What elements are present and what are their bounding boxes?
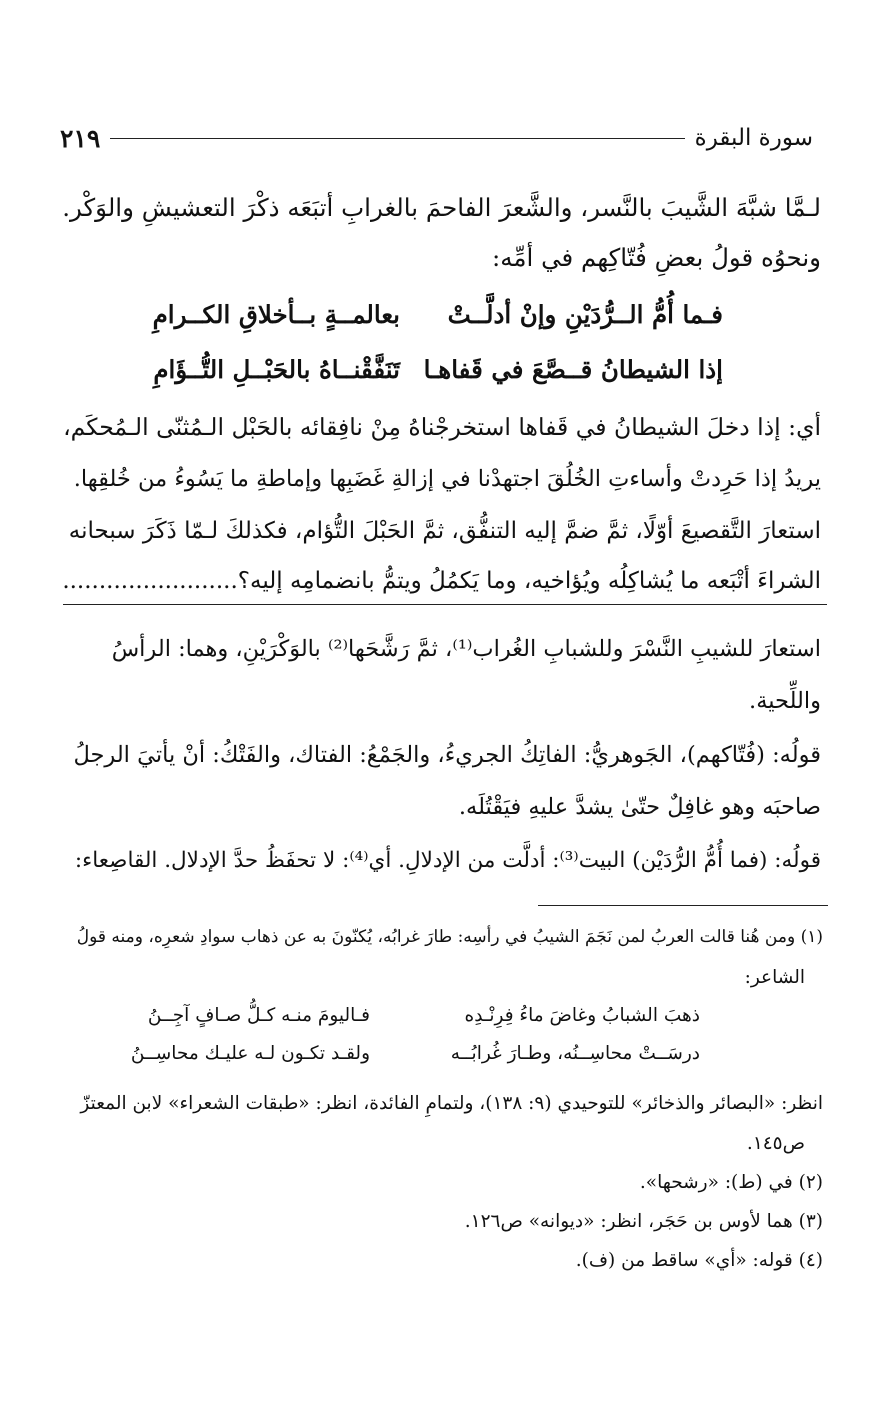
commentary-line: استعارَ للشيبِ النَّسْرَ وللشبابِ الغُراب⁽¹⁾، ثمَّ رَشَّحَها⁽²⁾ بالوَكْرَيْنِ، وهما: الرأسُ [111,636,821,662]
footnote-verse-right: درسَــتْ محاسِــنُه، وطـارَ غُرابُــه [450,1043,700,1064]
main-text-line: يريدُ إذا حَرِدتْ وأساءتِ الخُلُقَ اجتهدْنا في إزالةِ غَضَبِها وإماطةِ ما يَسُوءُ من خُلقِها. [73,466,821,492]
footnote-4: (٤) قوله: «أي» ساقط من (ف). [575,1250,823,1271]
footnote-line: الشاعر: [744,967,805,988]
section-separator [63,604,827,605]
main-text-line: ونحوُه قولُ بعضِ فُتّاكِهم في أمِّه: [491,243,821,272]
footnote-3: (٣) هما لأوس بن حَجَر، انظر: «ديوانه» ص١٢٦. [464,1211,823,1232]
commentary-line: قولُه: (فُتّاكهم)، الجَوهريُّ: الفاتِكُ الجريءُ، والجَمْعُ: الفتاك، والفَتْكُ: أنْ يأتيَ الرجلُ [73,742,821,768]
footnote-line: انظر: «البصائر والذخائر» للتوحيدي (٩: ١٣٨)، ولتمامِ الفائدة، انظر: «طبقات الشعراء» لابن المعتزّ [80,1093,823,1114]
commentary-line: صاحبَه وهو غافِلٌ حتّىٰ يشدَّ عليهِ فيَقْتُلَه. [458,794,821,820]
footnote-separator [538,905,828,906]
verse-right-hemistich: إذا الشيطانُ قــصَّعَ في قَفاهـا [423,355,723,384]
page-number: ٢١٩ [60,123,101,153]
footnote-line: ص١٤٥. [746,1133,805,1154]
main-text-line: لـمَّا شبَّهَ الشَّيبَ بالنَّسر، والشَّعرَ الفاحمَ بالغرابِ أتبَعَه ذكْرَ التعشيشِ والوَكْر. [62,193,821,222]
running-header [60,118,813,158]
footnote-2: (٢) في (ط): «رشحها». [639,1172,823,1193]
header-rule [110,138,684,139]
main-text-line: استعارَ التَّقصيعَ أوّلًا، ثمَّ ضمَّ إليه التنفُّق، ثمَّ الحَبْلَ التُّؤام، فكذلكَ لـمّا ذَكَرَ سبحانه [68,518,821,544]
verse-right-hemistich: فـما أُمُّ الــرُّدَيْنِ وإنْ أدلَّــتْ [447,300,723,329]
main-text-line: الشراءَ أتْبَعه ما يُشاكِلُه ويُؤاخيه، وما يَكمُلُ ويتمُّ بانضمامِه إليه؟........................ [62,568,821,594]
commentary-line: واللِّحية. [749,688,821,714]
footnote-verse-left: ولقـد تكـون لـه عليـك محاسِــنُ [130,1043,370,1064]
surah-title: سورة البقرة [694,125,813,151]
commentary-line: قولُه: (فما أُمُّ الرُّدَيْن) البيت⁽³⁾: أدلَّت من الإدلالِ. أي⁽⁴⁾: لا تحفَظُ حدَّ الإدلال. القاصِعاء: [74,848,821,873]
main-text-line: أي: إذا دخلَ الشيطانُ في قَفاها استخرجْناهُ مِنْ نافِقائه بالحَبْل الـمُثنّى الـمُحكَم، [63,413,821,441]
footnote-verse-left: فـاليومَ منـه كـلُّ صـافٍ آجِــنُ [147,1005,370,1026]
verse-left-hemistich: بعالمــةٍ بــأخلاقِ الكــرامِ [152,300,400,329]
footnote-line: (١) ومن هُنا قالت العربُ لمن نَجَمَ الشيبُ في رأسِه: طارَ غرابُه، يُكنّونَ به عن ذهاب سوادِ شعرِه، ومنه قولُ [76,927,823,947]
verse-left-hemistich: تَنَفَّقْنــاهُ بالحَبْــلِ التُّــؤَامِ [153,355,400,384]
footnote-verse-right: ذهبَ الشبابُ وغاضَ ماءُ فِرِنْـدِه [464,1005,700,1026]
